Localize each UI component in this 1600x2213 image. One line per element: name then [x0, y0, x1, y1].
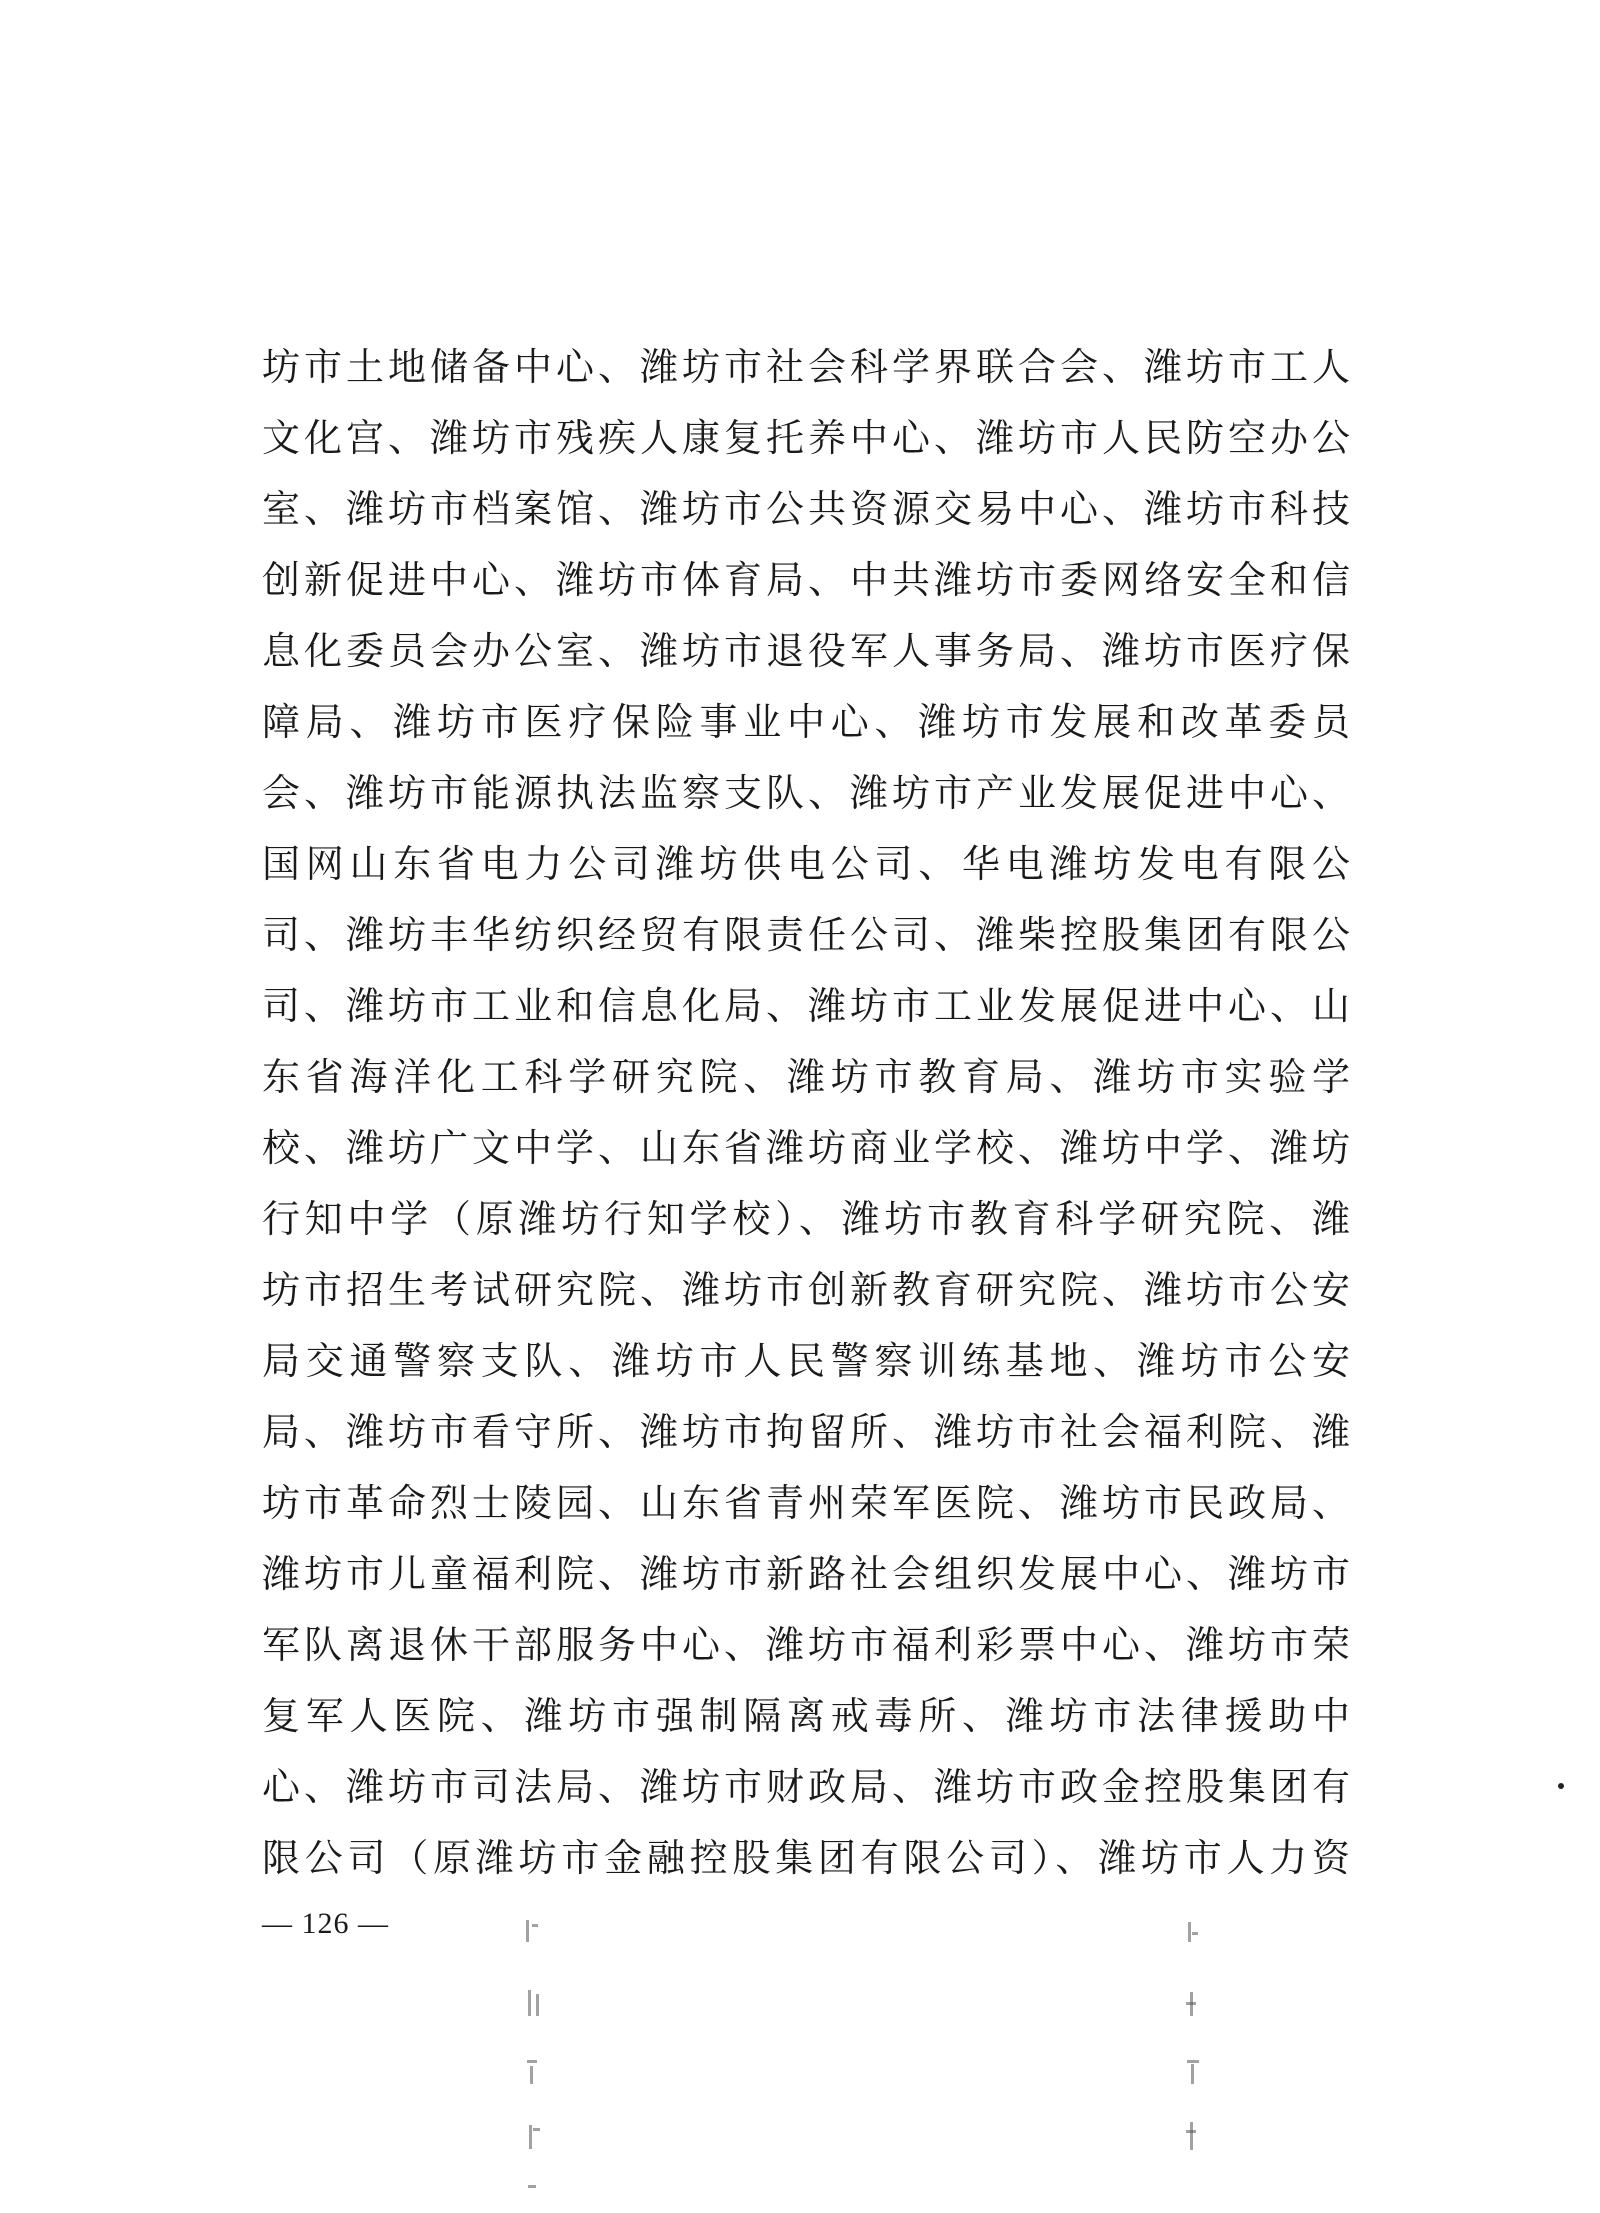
text-line: 坊市革命烈士陵园、山东省青州荣军医院、潍坊市民政局、 [262, 1481, 1352, 1525]
text-line: 心、潍坊市司法局、潍坊市财政局、潍坊市政金控股集团有 [262, 1765, 1352, 1809]
text-line: 局、潍坊市看守所、潍坊市拘留所、潍坊市社会福利院、潍 [262, 1410, 1352, 1454]
text-line: 校、潍坊广文中学、山东省潍坊商业学校、潍坊中学、潍坊 [262, 1126, 1352, 1170]
text-line: 室、潍坊市档案馆、潍坊市公共资源交易中心、潍坊市科技 [262, 487, 1352, 531]
text-line: 国网山东省电力公司潍坊供电公司、华电潍坊发电有限公 [262, 842, 1352, 886]
scan-bleed-marks-right [1182, 1910, 1212, 2200]
text-line: 创新促进中心、潍坊市体育局、中共潍坊市委网络安全和信 [262, 558, 1352, 602]
text-line: 司、潍坊市工业和信息化局、潍坊市工业发展促进中心、山 [262, 984, 1352, 1028]
text-line: 坊市招生考试研究院、潍坊市创新教育研究院、潍坊市公安 [262, 1268, 1352, 1312]
page-number: — 126 — [262, 1907, 389, 1940]
text-line: 行知中学（原潍坊行知学校）、潍坊市教育科学研究院、潍 [262, 1197, 1352, 1241]
text-line: 潍坊市儿童福利院、潍坊市新路社会组织发展中心、潍坊市 [262, 1552, 1352, 1596]
text-line: 军队离退休干部服务中心、潍坊市福利彩票中心、潍坊市荣 [262, 1623, 1352, 1667]
text-line: 文化宫、潍坊市残疾人康复托养中心、潍坊市人民防空办公 [262, 416, 1352, 460]
text-line: 司、潍坊丰华纺织经贸有限责任公司、潍柴控股集团有限公 [262, 913, 1352, 957]
text-line: 东省海洋化工科学研究院、潍坊市教育局、潍坊市实验学 [262, 1055, 1352, 1099]
text-line: 限公司（原潍坊市金融控股集团有限公司）、潍坊市人力资 [262, 1836, 1352, 1880]
text-line: 会、潍坊市能源执法监察支队、潍坊市产业发展促进中心、 [262, 771, 1352, 815]
text-line: 障局、潍坊市医疗保险事业中心、潍坊市发展和改革委员 [262, 700, 1352, 744]
text-line: 复军人医院、潍坊市强制隔离戒毒所、潍坊市法律援助中 [262, 1694, 1352, 1738]
scan-dot-mark [1558, 1783, 1564, 1789]
scan-bleed-marks-left [522, 1910, 552, 2200]
text-line: 局交通警察支队、潍坊市人民警察训练基地、潍坊市公安 [262, 1339, 1352, 1383]
text-line: 息化委员会办公室、潍坊市退役军人事务局、潍坊市医疗保 [262, 629, 1352, 673]
text-line: 坊市土地储备中心、潍坊市社会科学界联合会、潍坊市工人 [262, 345, 1352, 389]
body-text [262, 332, 1352, 1894]
